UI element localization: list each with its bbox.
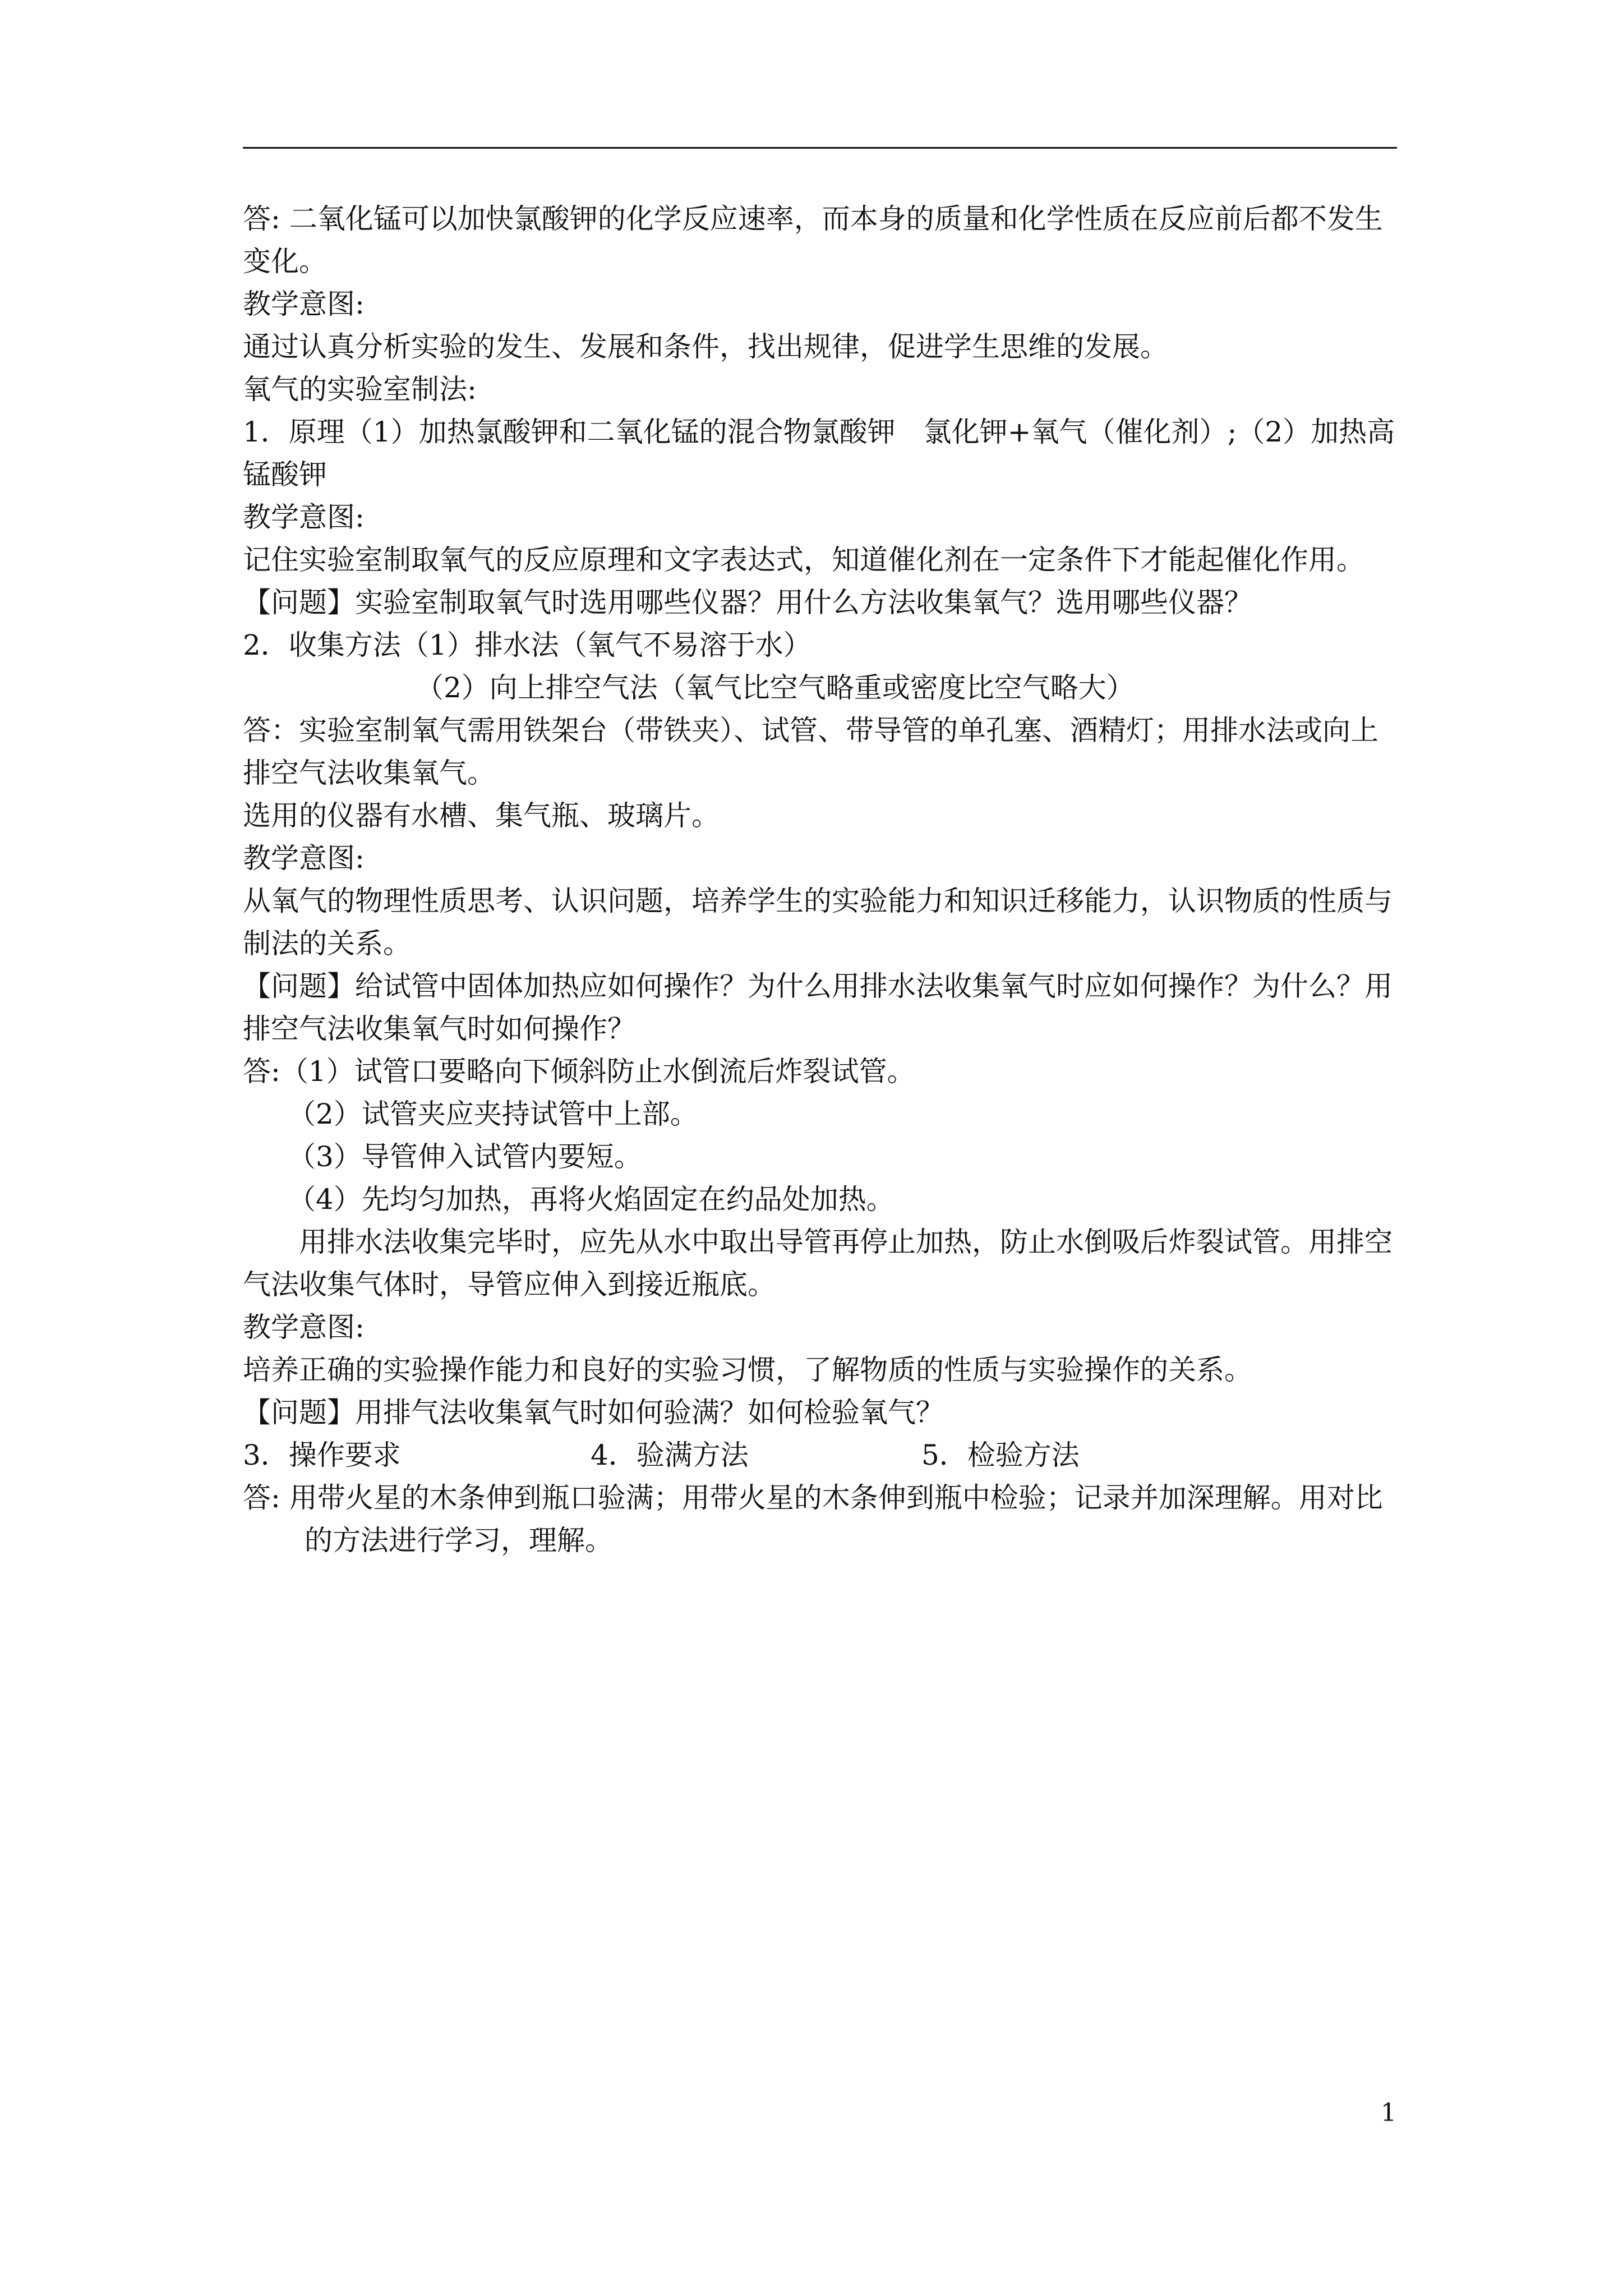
- answer-paragraph: 答: 用带火星的木条伸到瓶口验满；用带火星的木条伸到瓶中检验；记录并加深理解。用对比的方法进行学习，理解。: [243, 1481, 1383, 1557]
- question-paragraph: 【问题】给试管中固体加热应如何操作？为什么用排水法收集氧气时应如何操作？为什么？用排空气法收集氧气时如何操作？: [243, 970, 1393, 1045]
- header-rule: [243, 147, 1397, 149]
- answer-paragraph: 答：实验室制氧气需用铁架台（带铁夹）、试管、带导管的单孔塞、酒精灯；用排水法或向上排空气法收集氧气。: [243, 714, 1378, 789]
- question-paragraph: 【问题】实验室制取氧气时选用哪些仪器？用什么方法收集氧气？选用哪些仪器？: [243, 586, 1252, 619]
- section-label: 教学意图:: [243, 288, 365, 320]
- paragraph: （2）向上排空气法（氧气比空气略重或密度比空气略大）: [416, 671, 1135, 704]
- method-item: 4．验满方法: [591, 1439, 749, 1471]
- section-label: 教学意图:: [243, 1311, 365, 1343]
- answer-item: （4）先均匀加热，再将火焰固定在约品处加热。: [288, 1183, 895, 1216]
- paragraph: 用排水法收集完毕时，应先从水中取出导管再停止加热，防止水倒吸后炸裂试管。用排空气法收集气体时，导管应伸入到接近瓶底。: [243, 1226, 1393, 1301]
- section-heading: 氧气的实验室制法:: [243, 373, 477, 406]
- method-item: 3．操作要求: [243, 1439, 401, 1471]
- paragraph: 2．收集方法（1）排水法（氧气不易溶于水）: [243, 629, 811, 661]
- document-body: [243, 197, 1397, 1562]
- method-item: 5．检验方法: [921, 1439, 1080, 1471]
- method-row: [243, 1434, 1397, 1476]
- paragraph: 选用的仪器有水槽、集气瓶、玻璃片。: [243, 799, 720, 832]
- page-number: 1: [1381, 2099, 1396, 2127]
- section-label: 教学意图:: [243, 501, 365, 533]
- paragraph: 培养正确的实验操作能力和良好的实验习惯，了解物质的性质与实验操作的关系。: [243, 1354, 1252, 1386]
- paragraph: 从氧气的物理性质思考、认识问题，培养学生的实验能力和知识迁移能力，认识物质的性质与制法的关系。: [243, 885, 1393, 960]
- answer-item: （3）导管伸入试管内要短。: [288, 1140, 642, 1173]
- paragraph: 记住实验室制取氧气的反应原理和文字表达式，知道催化剂在一定条件下才能起催化作用。: [243, 544, 1364, 576]
- paragraph: 1．原理（1）加热氯酸钾和二氧化锰的混合物氯酸钾 氯化钾+氧气（催化剂）;（2）加热高锰酸钾: [243, 416, 1395, 491]
- answer-item: （2）试管夹应夹持试管中上部。: [288, 1098, 698, 1130]
- answer-paragraph: 答:（1）试管口要略向下倾斜防止水倒流后炸裂试管。: [243, 1055, 915, 1088]
- paragraph: 通过认真分析实验的发生、发展和条件，找出规律，促进学生思维的发展。: [243, 330, 1168, 363]
- question-paragraph: 【问题】用排气法收集氧气时如何验满？如何检验氧气？: [243, 1396, 944, 1429]
- answer-paragraph: 答: 二氧化锰可以加快氯酸钾的化学反应速率，而本身的质量和化学性质在反应前后都不发生变化。: [243, 203, 1383, 278]
- section-label: 教学意图:: [243, 842, 365, 875]
